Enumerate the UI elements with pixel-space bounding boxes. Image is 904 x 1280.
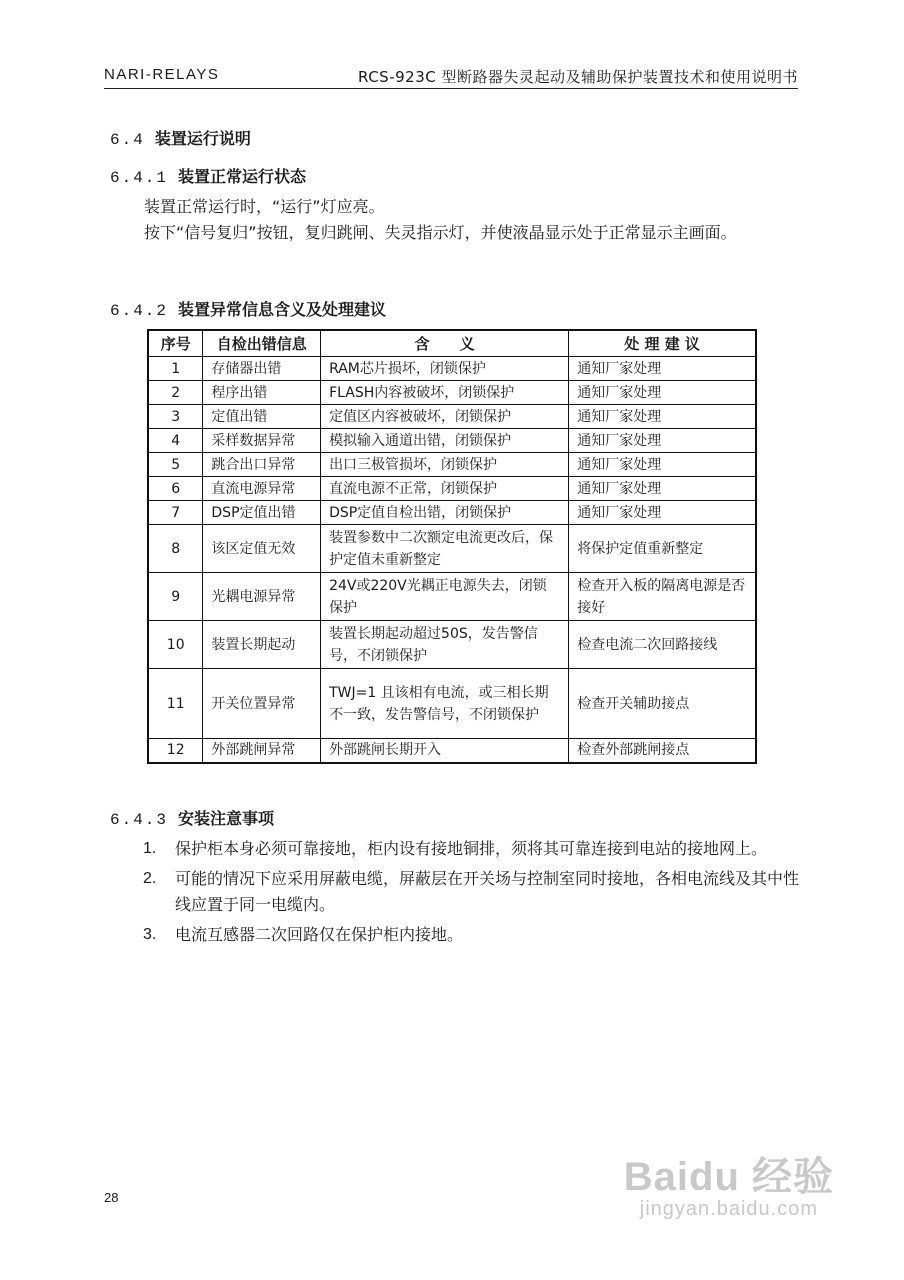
table-row [148, 429, 756, 453]
list-item [143, 922, 803, 948]
meaning-cell: TWJ=1 且该相有电流，或三相长期不一致，发告警信号，不闭锁保护 [321, 669, 569, 739]
subsection-title: 安装注意事项 [178, 809, 275, 828]
error-message-cell: 该区定值无效 [203, 525, 321, 573]
watermark-logo: Baidu 经验 [623, 1155, 834, 1199]
paragraph: 装置正常运行时，“运行”灯应亮。 [144, 197, 385, 216]
suggestion-cell: 检查开关辅助接点 [569, 669, 756, 739]
meaning-cell: 外部跳闸长期开入 [321, 739, 569, 763]
row-number-cell: 5 [148, 453, 203, 477]
header-cell: 序号 [148, 330, 203, 357]
table-row [148, 525, 756, 573]
error-message-cell: 采样数据异常 [203, 429, 321, 453]
paragraph: 按下“信号复归”按钮，复归跳闸、失灵指示灯，并使液晶显示处于正常显示主画面。 [144, 223, 737, 242]
table-row [148, 501, 756, 525]
suggestion-cell: 检查开入板的隔离电源是否接好 [569, 573, 756, 621]
error-message-cell: 光耦电源异常 [203, 573, 321, 621]
page-number: 28 [104, 1190, 119, 1205]
list-item [143, 866, 803, 918]
table-row [148, 621, 756, 669]
suggestion-cell: 检查电流二次回路接线 [569, 621, 756, 669]
meaning-cell: 直流电源不正常，闭锁保护 [321, 477, 569, 501]
error-message-cell: 程序出错 [203, 381, 321, 405]
suggestion-cell: 通知厂家处理 [569, 501, 756, 525]
error-info-table [147, 329, 757, 764]
meaning-cell: 出口三极管损坏，闭锁保护 [321, 453, 569, 477]
error-message-cell: 直流电源异常 [203, 477, 321, 501]
suggestion-cell: 检查外部跳闸接点 [569, 739, 756, 763]
meaning-cell: 装置参数中二次额定电流更改后，保护定值未重新整定 [321, 525, 569, 573]
item-number: 3. [143, 926, 157, 943]
normal-operation-text [110, 194, 800, 246]
suggestion-cell: 通知厂家处理 [569, 453, 756, 477]
baidu-watermark [624, 1145, 834, 1221]
header-company: NARI-RELAYS [104, 66, 220, 83]
table-row [148, 405, 756, 429]
suggestion-cell: 通知厂家处理 [569, 405, 756, 429]
suggestion-cell: 通知厂家处理 [569, 477, 756, 501]
meaning-cell: 定值区内容被破坏，闭锁保护 [321, 405, 569, 429]
suggestion-cell: 通知厂家处理 [569, 429, 756, 453]
row-number-cell: 6 [148, 477, 203, 501]
subsection-heading-1 [110, 164, 306, 187]
table-row [148, 739, 756, 763]
table-body [148, 357, 756, 763]
suggestion-cell: 将保护定值重新整定 [569, 525, 756, 573]
row-number-cell: 9 [148, 573, 203, 621]
meaning-cell: FLASH内容被破坏，闭锁保护 [321, 381, 569, 405]
error-message-cell: 存储器出错 [203, 357, 321, 381]
watermark-url: jingyan.baidu.com [639, 1198, 818, 1220]
item-text: 可能的情况下应采用屏蔽电缆，屏蔽层在开关场与控制室同时接地，各相电流线及其中性线应置于同一电缆内。 [175, 869, 800, 914]
meaning-cell: RAM芯片损坏，闭锁保护 [321, 357, 569, 381]
row-number-cell: 10 [148, 621, 203, 669]
subsection-number: 6.4.2 [110, 302, 169, 320]
table-row [148, 357, 756, 381]
row-number-cell: 1 [148, 357, 203, 381]
header-cell: 自检出错信息 [203, 330, 321, 357]
meaning-cell: 24V或220V光耦正电源失去，闭锁保护 [321, 573, 569, 621]
error-message-cell: 定值出错 [203, 405, 321, 429]
header-cell: 含 义 [321, 330, 569, 357]
row-number-cell: 7 [148, 501, 203, 525]
section-number: 6.4 [110, 131, 145, 149]
list-item [143, 836, 803, 862]
error-message-cell: 开关位置异常 [203, 669, 321, 739]
row-number-cell: 12 [148, 739, 203, 763]
error-message-cell: 外部跳闸异常 [203, 739, 321, 763]
meaning-cell: 装置长期起动超过50S，发告警信号，不闭锁保护 [321, 621, 569, 669]
item-text: 保护柜本身必须可靠接地，柜内设有接地铜排，须将其可靠连接到电站的接地网上。 [175, 839, 768, 858]
header-cell: 处 理 建 议 [569, 330, 756, 357]
row-number-cell: 11 [148, 669, 203, 739]
header-divider [104, 88, 798, 89]
table-row [148, 573, 756, 621]
header-doc-title: RCS-923C 型断路器失灵起动及辅助保护装置技术和使用说明书 [358, 68, 798, 86]
meaning-cell: 模拟输入通道出错，闭锁保护 [321, 429, 569, 453]
item-number: 2. [143, 870, 157, 887]
item-number: 1. [143, 840, 157, 857]
row-number-cell: 4 [148, 429, 203, 453]
subsection-heading-3 [110, 806, 274, 829]
meaning-cell: DSP定值自检出错，闭锁保护 [321, 501, 569, 525]
item-text: 电流互感器二次回路仅在保护柜内接地。 [175, 925, 464, 944]
table-row [148, 381, 756, 405]
row-number-cell: 3 [148, 405, 203, 429]
row-number-cell: 8 [148, 525, 203, 573]
subsection-number: 6.4.3 [110, 811, 169, 829]
table-row [148, 453, 756, 477]
error-message-cell: 装置长期起动 [203, 621, 321, 669]
error-message-cell: DSP定值出错 [203, 501, 321, 525]
subsection-heading-2 [110, 297, 386, 320]
section-title: 装置运行说明 [154, 129, 251, 148]
table-header-row [148, 330, 756, 357]
table-row [148, 669, 756, 739]
error-message-cell: 跳合出口异常 [203, 453, 321, 477]
subsection-title: 装置异常信息含义及处理建议 [178, 300, 387, 319]
section-heading [110, 126, 251, 149]
suggestion-cell: 通知厂家处理 [569, 357, 756, 381]
subsection-number: 6.4.1 [110, 169, 169, 187]
subsection-title: 装置正常运行状态 [178, 167, 307, 186]
row-number-cell: 2 [148, 381, 203, 405]
table-row [148, 477, 756, 501]
suggestion-cell: 通知厂家处理 [569, 381, 756, 405]
installation-notes [143, 836, 803, 952]
